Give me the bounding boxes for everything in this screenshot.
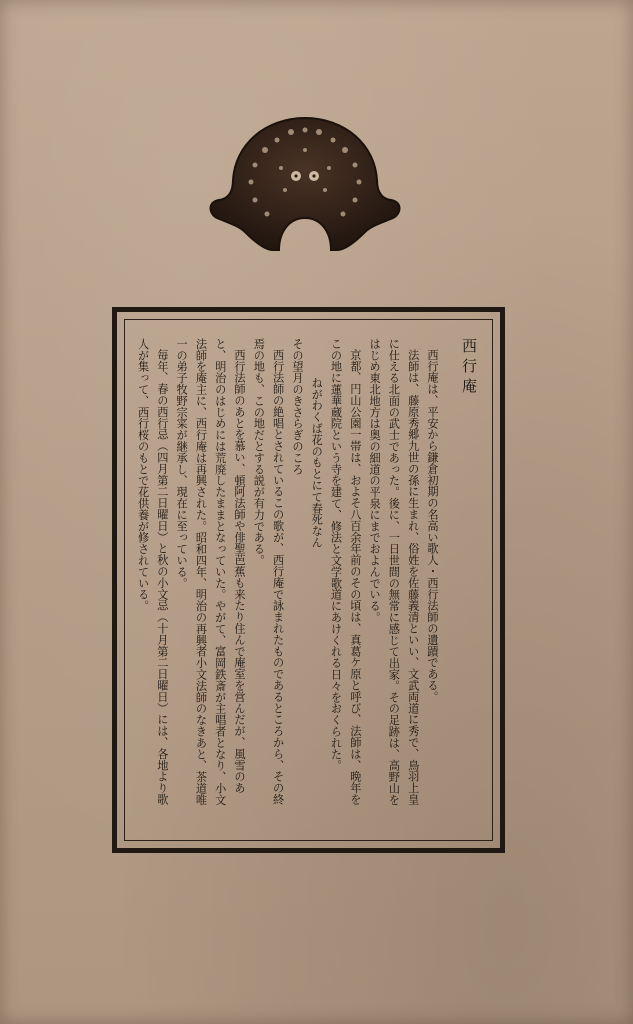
paragraph-history: 西行法師のあとを慕い、頓阿法師や俳聖芭蕉も来たり住んで庵室を営んだが、風雪のあと、明治のはじめには荒廃したままとなっていた。やがて、富岡鉄斎が主唱者となり、小文法師を庵主に、西行庵は再興された。昭和四年、明治の再興者小文法師のなきあと、茶道唯一の弟子牧野宗寀が継承し、現在に至っている。 <box>175 338 247 806</box>
paragraph-poem-note: 西行法師の絶唱とされているこの歌が、西行庵で詠まれたものであるところから、その終焉の地も、この地だとする説が有力である。 <box>252 338 285 806</box>
document-title: 西行庵 <box>460 338 478 398</box>
paragraph-intro: 西行庵は、平安から鎌倉初期の名高い歌人・西行法師の遺蹟である。 <box>426 349 439 703</box>
saigyo-an-crest-icon <box>205 110 405 255</box>
poem-line-1: ねがわくば花のもとにて春死なん <box>310 377 324 549</box>
paragraph-kyoto: 京都、円山公園一帯は、およそ八百余年前のその頃は、真葛ケ原と呼び、法師は、晩年をこの地に蓮華蔵院という寺を建て、修法と文学歌道にあけくれる日々をおくられた。 <box>329 338 362 806</box>
paragraph-ceremonies: 毎年、春の西行忌（四月第二日曜日）と秋の小文忌（十月第二日曜日）には、各地より歌人が集って、西行桜のもとで花供養が修されている。 <box>136 338 169 806</box>
poem-line-2: その望月のきさらぎのころ <box>290 338 304 475</box>
paragraph-biography: 法師は、藤原秀郷九世の孫に生まれ、俗姓を佐藤義清といい、文武両道に秀で、鳥羽上皇に仕える北面の武士であった。後に、一日世間の無常に感じて出家。その足跡は、高野山をはじめ東北地方は奥の細道の平泉にまでおよんでいる。 <box>368 338 420 806</box>
vertical-text-column <box>133 338 484 808</box>
text-area <box>132 338 484 828</box>
